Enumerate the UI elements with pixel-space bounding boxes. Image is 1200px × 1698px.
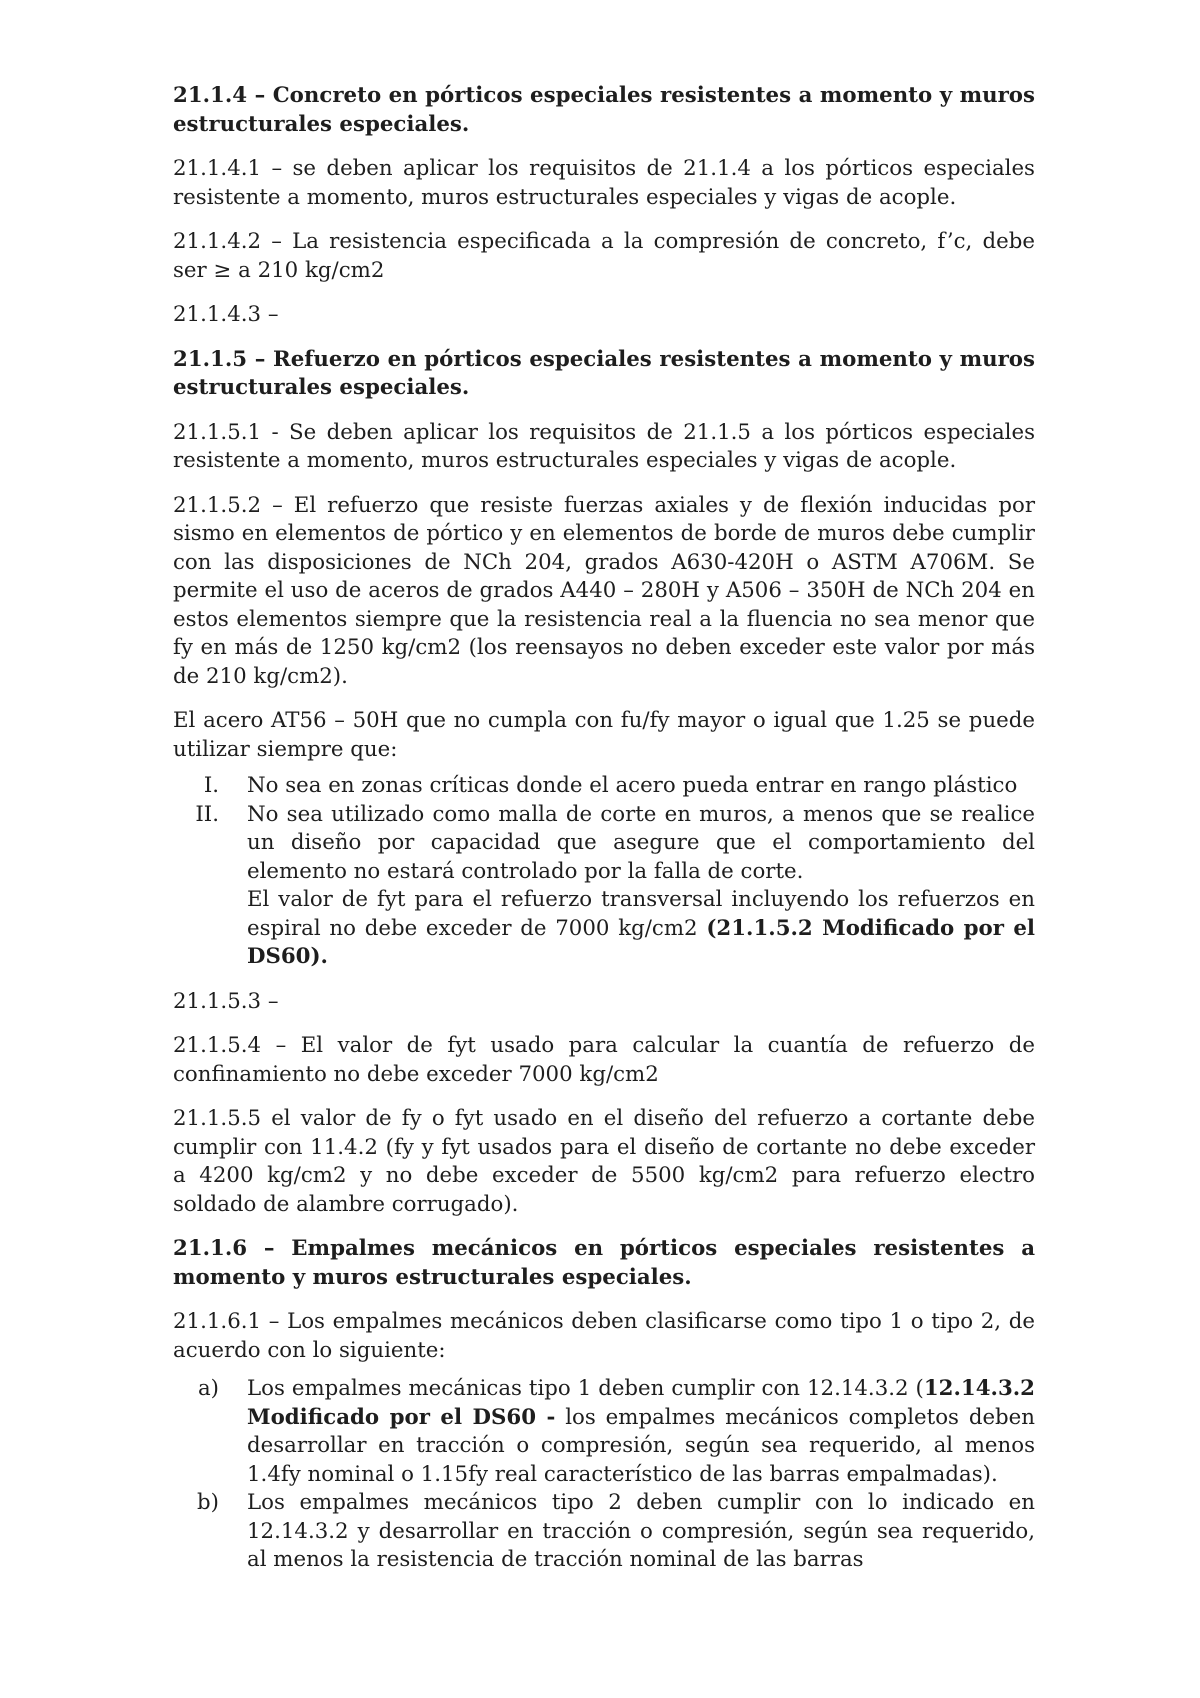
paragraph-21-1-5-2: 21.1.5.2 – El refuerzo que resiste fuerzas axiales y de flexión inducidas por sismo en elementos de pórtico y en elementos de borde de muros debe cumplir con las disposiciones de NCh 204, grados A630-420H o ASTM A706M. Se permite el uso de aceros de grados A440 – 280H y A506 – 350H de NCh 204 en estos elementos siempre que la resistencia real a la fluencia no sea menor que fy en más de 1250 kg/cm2 (los reensayos no deben exceder este valor por más de 210 kg/cm2). (173, 492, 1035, 689)
fyt-note (247, 886, 1035, 972)
document-page (173, 82, 1035, 1591)
list-item-bold-ref: 12.14.3.2 Modificado por el DS60 - (247, 1376, 1035, 1430)
list-item-text: Los empalmes mecánicos tipo 2 deben cumplir con lo indicado en 12.14.3.2 y desarrollar en tracción o compresión, según sea requerido, al menos la resistencia de tracción nominal de las barras (247, 1490, 1035, 1572)
list-marker: I. (203, 773, 219, 798)
list-item-text: No sea utilizado como malla de corte en muros, a menos que se realice un diseño por capacidad que asegure que el comportamiento del elemento no estará controlado por la falla de corte. (247, 801, 1035, 884)
list-marker: II. (195, 801, 219, 827)
heading-21-1-5: 21.1.5 – Refuerzo en pórticos especiales resistentes a momento y muros estructurales especiales. (173, 346, 1035, 400)
list-item-text: No sea en zonas críticas donde el acero pueda entrar en rango plástico (247, 773, 1018, 798)
fyt-note-bold: (21.1.5.2 Modificado por el DS60). (247, 915, 1035, 969)
paragraph-21-1-5-3: 21.1.5.3 – (173, 988, 279, 1014)
list-item-text-cont: los empalmes mecánicos completos deben desarrollar en tracción o compresión, según sea requerido, al menos 1.4fy nominal o 1.15fy real característico de las barras empalmadas). (247, 1404, 1036, 1487)
list-item (173, 1489, 1035, 1575)
heading-21-1-6: 21.1.6 – Empalmes mecánicos en pórticos especiales resistentes a momento y muros estructurales especiales. (173, 1236, 1035, 1290)
paragraph-21-1-6-1: 21.1.6.1 – Los empalmes mecánicos deben clasificarse como tipo 1 o tipo 2, de acuerdo con lo siguiente: (173, 1309, 1035, 1363)
paragraph-at56: El acero AT56 – 50H que no cumpla con fu/fy mayor o igual que 1.25 se puede utilizar siempre que: (173, 708, 1035, 762)
list-marker: b) (197, 1490, 219, 1515)
list-item (173, 1375, 1035, 1489)
paragraph-21-1-5-4: 21.1.5.4 – El valor de fyt usado para calcular la cuantía de refuerzo de confinamiento no debe exceder 7000 kg/cm2 (173, 1033, 1035, 1087)
paragraph-21-1-4-2: 21.1.4.2 – La resistencia especificada a la compresión de concreto, f’c, debe ser ≥ a 210 kg/cm2 (173, 229, 1035, 283)
paragraph-21-1-5-5: 21.1.5.5 el valor de fy o fyt usado en el diseño del refuerzo a cortante debe cumplir con 11.4.2 (fy y fyt usados para el diseño de cortante no debe exceder a 4200 kg/cm2 y no debe exceder de 5500 kg/cm2 para refuerzo electro soldado de alambre corrugado). (173, 1106, 1035, 1217)
paragraph-21-1-5-1: 21.1.5.1 - Se deben aplicar los requisitos de 21.1.5 a los pórticos especiales resistente a momento, muros estructurales especiales y vigas de acople. (173, 419, 1035, 473)
list-item (173, 772, 1035, 801)
list-marker: a) (197, 1376, 219, 1401)
list-item-text: Los empalmes mecánicas tipo 1 deben cumplir con 12.14.3.2 ( (247, 1376, 924, 1401)
list-item (173, 801, 1035, 972)
paragraph-21-1-4-3: 21.1.4.3 – (173, 302, 279, 327)
paragraph-21-1-4-1: 21.1.4.1 – se deben aplicar los requisitos de 21.1.4 a los pórticos especiales resistente a momento, muros estructurales especiales y vigas de acople. (173, 156, 1035, 210)
alpha-list (173, 1375, 1035, 1575)
roman-list (173, 772, 1035, 972)
heading-21-1-4: 21.1.4 – Concreto en pórticos especiales resistentes a momento y muros estructurales especiales. (173, 83, 1035, 137)
fyt-note-text: El valor de fyt para el refuerzo transversal incluyendo los refuerzos en espiral no debe exceder de 7000 kg/cm2 (247, 887, 1035, 941)
